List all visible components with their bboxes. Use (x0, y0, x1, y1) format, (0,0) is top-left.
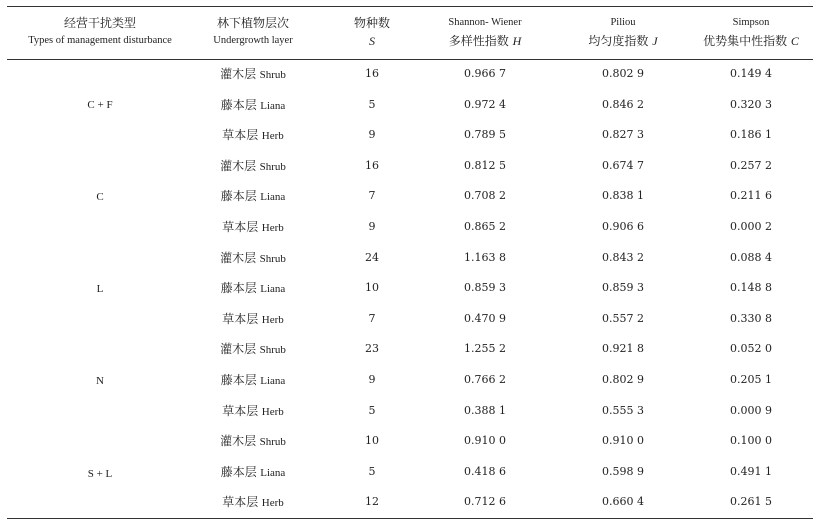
group-label: N (96, 375, 104, 387)
pielou-cell: 0.859 3 (602, 281, 644, 295)
layer-en: Liana (260, 375, 286, 387)
layer-en: Herb (261, 222, 284, 234)
header-pielou-line2 (560, 32, 686, 50)
simpson-cell: 0.205 1 (730, 373, 772, 386)
table-row (0, 181, 819, 212)
header-pielou-zh: 均匀度指数 (588, 34, 649, 48)
shannon-cell: 0.470 9 (464, 311, 506, 325)
layer-zh: 灌木层 (220, 342, 257, 357)
species-count-cell: 12 (365, 495, 379, 509)
shannon-cell: 0.910 0 (464, 434, 506, 448)
layer-zh: 草本层 (222, 403, 259, 418)
layer-cell (193, 96, 313, 115)
group-label: S + L (87, 468, 113, 480)
table-row (0, 212, 819, 243)
header-disturbance-type (7, 14, 193, 50)
species-count-cell: 16 (365, 158, 379, 172)
simpson-cell: 0.149 4 (730, 67, 772, 80)
simpson-cell: 0.088 4 (730, 250, 772, 264)
layer-cell (193, 65, 313, 84)
pielou-cell: 0.802 9 (602, 373, 644, 386)
layer-zh: 藤本层 (220, 189, 257, 204)
layer-en: Shrub (259, 344, 286, 357)
header-pielou (560, 14, 686, 50)
layer-zh: 藤本层 (220, 464, 257, 479)
shannon-cell: 0.972 4 (464, 97, 506, 111)
species-count-cell: 9 (368, 220, 376, 233)
header-pielou-symbol: J (652, 34, 658, 48)
layer-en: Liana (260, 466, 286, 479)
species-count-cell: 7 (368, 311, 376, 325)
pielou-cell: 0.827 3 (602, 128, 644, 142)
table-row (0, 426, 819, 457)
layer-en: Liana (260, 191, 286, 204)
layer-cell (193, 126, 313, 145)
shannon-cell: 0.859 3 (464, 281, 506, 295)
shannon-cell: 0.388 1 (464, 403, 506, 417)
layer-en: Shrub (259, 160, 286, 173)
pielou-cell: 0.910 0 (602, 434, 644, 448)
header-layer-zh: 林下植物层次 (216, 16, 289, 30)
simpson-cell: 0.000 2 (730, 220, 772, 233)
header-simpson (688, 14, 814, 50)
table-row (0, 273, 819, 304)
layer-zh: 草本层 (222, 128, 259, 143)
group-label: C (96, 191, 104, 203)
layer-zh: 藤本层 (220, 373, 257, 387)
layer-cell (193, 218, 313, 237)
shannon-cell: 0.812 5 (464, 158, 506, 172)
species-count-cell: 5 (368, 403, 376, 417)
header-simpson-zh: 优势集中性指数 (703, 34, 788, 48)
simpson-cell: 0.330 8 (730, 311, 772, 325)
pielou-cell: 0.906 6 (602, 220, 644, 233)
layer-zh: 灌木层 (220, 67, 257, 81)
species-count-cell: 24 (365, 250, 379, 264)
table-top-rule (7, 6, 813, 7)
table-row (0, 120, 819, 151)
header-simpson-symbol: C (790, 34, 799, 48)
table-row (0, 304, 819, 335)
species-count-cell: 16 (365, 67, 379, 80)
group-label: L (96, 283, 104, 295)
shannon-cell: 0.708 2 (464, 189, 506, 203)
layer-cell (193, 310, 313, 329)
layer-cell (193, 187, 313, 206)
layer-cell (193, 432, 313, 451)
layer-cell (193, 249, 313, 268)
header-shannon-symbol: H (512, 34, 522, 48)
layer-zh: 藤本层 (220, 281, 257, 296)
simpson-cell: 0.052 0 (730, 342, 772, 356)
simpson-cell: 0.320 3 (730, 97, 772, 111)
pielou-cell: 0.555 3 (602, 403, 644, 417)
pielou-cell: 0.598 9 (602, 464, 644, 478)
layer-cell (193, 279, 313, 298)
header-pielou-en: Piliou (610, 17, 636, 28)
layer-cell (193, 340, 313, 359)
shannon-cell: 0.966 7 (464, 67, 506, 80)
layer-en: Herb (261, 405, 284, 418)
layer-cell (193, 371, 313, 390)
table-row (0, 151, 819, 182)
shannon-cell: 0.865 2 (464, 220, 506, 233)
pielou-cell: 0.921 8 (602, 342, 644, 356)
species-count-cell: 9 (368, 128, 376, 142)
species-count-cell: 7 (368, 189, 376, 203)
header-layer-en: Undergrowth layer (213, 35, 293, 46)
layer-en: Shrub (259, 436, 286, 449)
pielou-cell: 0.802 9 (602, 67, 644, 80)
header-shannon (415, 14, 555, 50)
layer-en: Liana (260, 283, 286, 296)
table-row (0, 487, 819, 518)
header-species-zh: 物种数 (353, 16, 390, 30)
simpson-cell: 0.148 8 (730, 281, 772, 295)
simpson-cell: 0.186 1 (730, 128, 772, 142)
layer-en: Liana (260, 99, 286, 112)
shannon-cell: 0.418 6 (464, 464, 506, 478)
table-row (0, 457, 819, 488)
table-row (0, 396, 819, 427)
layer-en: Herb (261, 497, 284, 510)
simpson-cell: 0.491 1 (730, 464, 772, 478)
species-count-cell: 5 (368, 464, 376, 478)
simpson-cell: 0.100 0 (730, 434, 772, 448)
layer-en: Shrub (259, 69, 286, 81)
species-count-cell: 23 (365, 342, 379, 356)
shannon-cell: 0.766 2 (464, 373, 506, 386)
header-species-symbol: S (369, 34, 375, 48)
header-undergrowth-layer (193, 14, 313, 50)
pielou-cell: 0.838 1 (602, 189, 644, 203)
species-count-cell: 9 (368, 373, 376, 386)
simpson-cell: 0.000 9 (730, 403, 772, 417)
layer-en: Herb (261, 313, 284, 326)
header-shannon-en: Shannon- Wiener (448, 17, 522, 28)
shannon-cell: 1.255 2 (464, 342, 506, 356)
shannon-cell: 1.163 8 (464, 250, 506, 264)
table-row (0, 90, 819, 121)
shannon-cell: 0.712 6 (464, 495, 506, 509)
layer-cell (193, 493, 313, 512)
header-disturbance-zh: 经营干扰类型 (63, 16, 136, 30)
layer-zh: 藤本层 (220, 97, 257, 112)
header-shannon-line2 (415, 32, 555, 50)
layer-en: Shrub (259, 252, 286, 265)
table-row (0, 334, 819, 365)
table-row (0, 59, 819, 90)
layer-zh: 灌木层 (220, 158, 257, 173)
species-count-cell: 5 (368, 97, 376, 111)
pielou-cell: 0.843 2 (602, 250, 644, 264)
layer-zh: 灌木层 (220, 250, 257, 265)
table-bottom-rule (7, 518, 813, 519)
header-disturbance-en: Types of management disturbance (28, 35, 172, 46)
layer-zh: 草本层 (222, 495, 259, 510)
layer-en: Herb (261, 130, 284, 143)
header-simpson-line2 (688, 32, 814, 50)
species-count-cell: 10 (365, 434, 379, 448)
shannon-cell: 0.789 5 (464, 128, 506, 142)
layer-zh: 草本层 (222, 311, 259, 326)
layer-zh: 灌木层 (220, 434, 257, 449)
layer-zh: 草本层 (222, 220, 259, 234)
pielou-cell: 0.674 7 (602, 158, 644, 172)
layer-cell (193, 402, 313, 421)
simpson-cell: 0.257 2 (730, 158, 772, 172)
pielou-cell: 0.846 2 (602, 97, 644, 111)
simpson-cell: 0.211 6 (730, 189, 772, 203)
simpson-cell: 0.261 5 (730, 495, 772, 509)
header-simpson-en: Simpson (732, 17, 770, 28)
layer-cell (193, 157, 313, 176)
species-count-cell: 10 (365, 281, 379, 295)
table-row (0, 365, 819, 396)
group-label: C + F (87, 99, 113, 111)
header-species-count (330, 14, 414, 50)
pielou-cell: 0.557 2 (602, 311, 644, 325)
pielou-cell: 0.660 4 (602, 495, 644, 509)
layer-cell (193, 463, 313, 482)
table-row (0, 243, 819, 274)
header-shannon-zh: 多样性指数 (448, 34, 509, 48)
